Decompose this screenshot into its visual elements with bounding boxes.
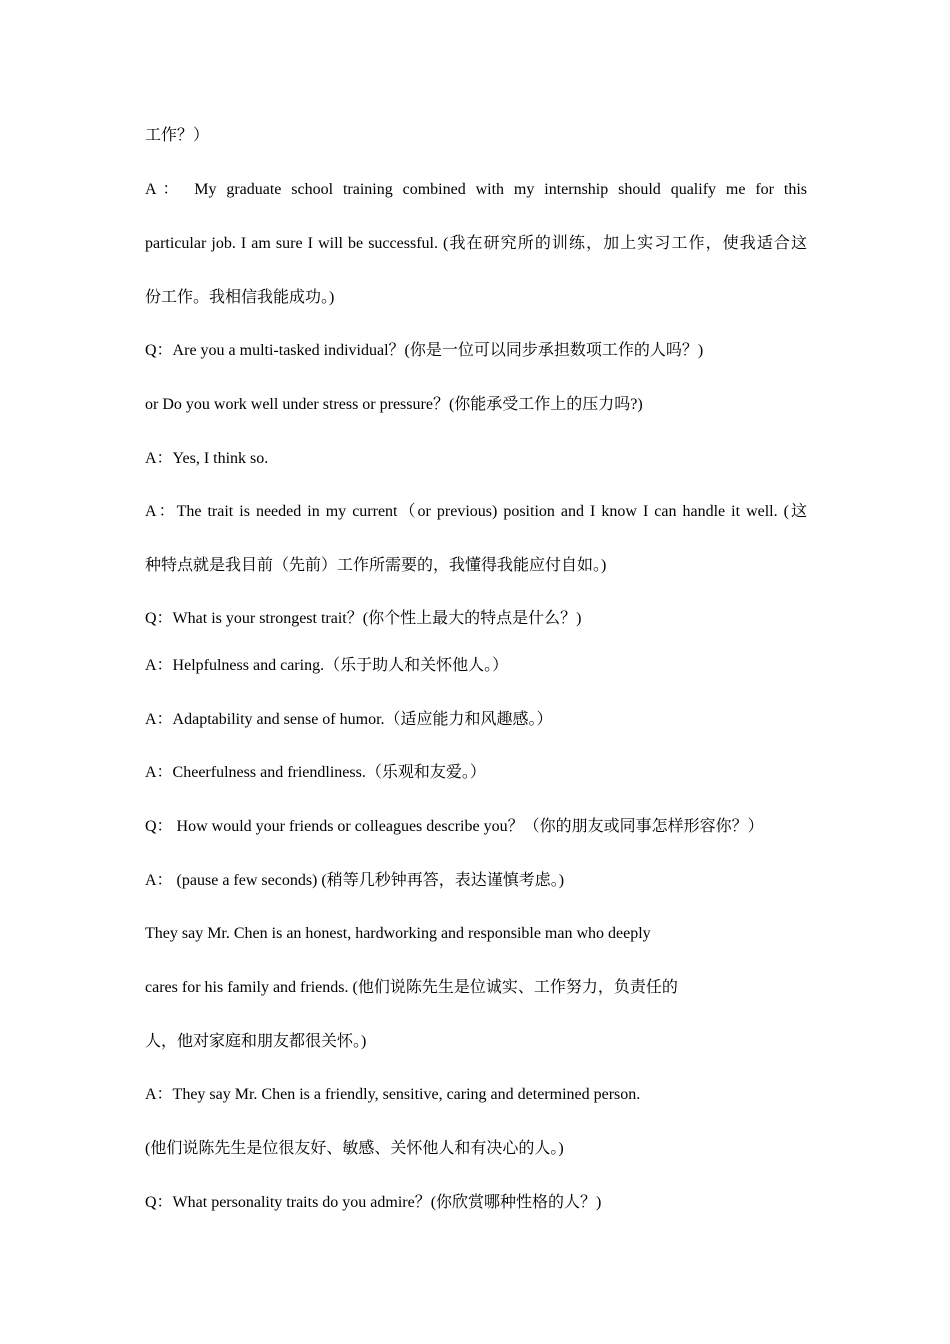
- text-line-7: A：Yes, I think so.: [145, 450, 269, 467]
- text-line-5: Q：Are you a multi-tasked individual？(你是一位可以同步承担数项工作的人吗？): [145, 342, 704, 359]
- text-line-2: A： My graduate school training combined with my internship should qualify me for this: [145, 181, 807, 198]
- text-line-12: A：Adaptability and sense of humor.（适应能力和风趣感。）: [145, 711, 553, 728]
- text-line-16: They say Mr. Chen is an honest, hardworking and responsible man who deeply: [145, 925, 651, 942]
- text-line-9: 种特点就是我目前（先前）工作所需要的，我懂得我能应付自如。): [145, 557, 607, 574]
- text-line-14: Q： How would your friends or colleagues describe you？（你的朋友或同事怎样形容你？）: [145, 818, 764, 835]
- text-line-13: A：Cheerfulness and friendliness.（乐观和友爱。）: [145, 764, 486, 781]
- text-line-8: A：The trait is needed in my current（or previous) position and I know I can handle it well. (这: [145, 503, 807, 520]
- text-line-18: 人，他对家庭和朋友都很关怀。): [145, 1033, 367, 1050]
- text-line-10: Q：What is your strongest trait？(你个性上最大的特点是什么？): [145, 610, 582, 627]
- text-line-11: A：Helpfulness and caring.（乐于助人和关怀他人。）: [145, 657, 509, 674]
- text-line-21: Q：What personality traits do you admire？(你欣赏哪种性格的人？): [145, 1194, 602, 1211]
- text-line-19: A：They say Mr. Chen is a friendly, sensitive, caring and determined person.: [145, 1086, 641, 1103]
- text-line-4: 份工作。我相信我能成功。): [145, 289, 335, 306]
- text-line-15: A： (pause a few seconds) (稍等几秒钟再答，表达谨慎考虑。): [145, 872, 565, 889]
- text-line-3: particular job. I am sure I will be successful. (我在研究所的训练，加上实习工作，使我适合这: [145, 235, 807, 252]
- text-line-1: 工作？）: [145, 127, 210, 144]
- text-line-17: cares for his family and friends. (他们说陈先生是位诚实、工作努力，负责任的: [145, 979, 678, 996]
- text-line-20: (他们说陈先生是位很友好、敏感、关怀他人和有决心的人。): [145, 1140, 564, 1157]
- text-line-6: or Do you work well under stress or pressure？(你能承受工作上的压力吗?): [145, 396, 643, 413]
